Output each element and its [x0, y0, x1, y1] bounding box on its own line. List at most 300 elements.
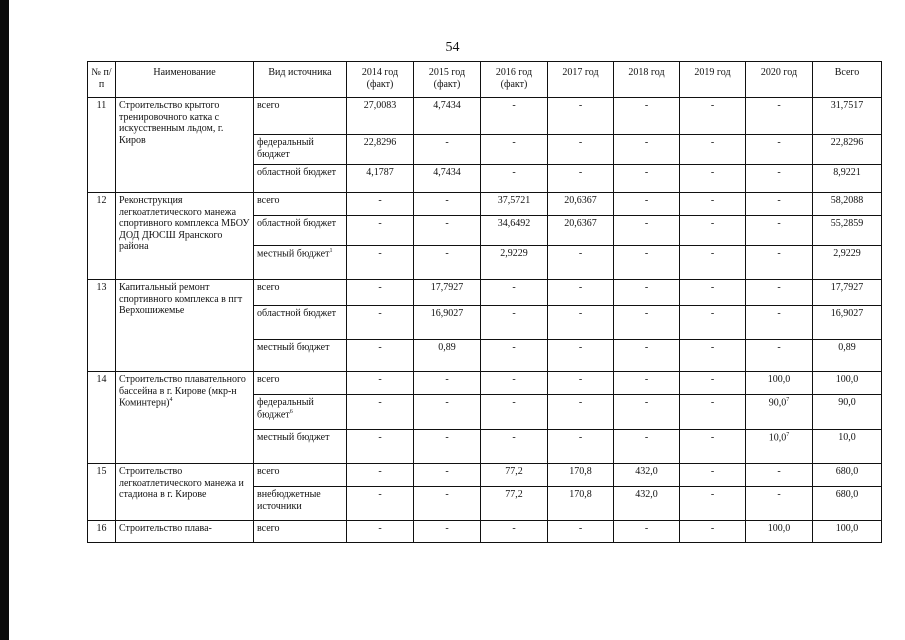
year-value: [414, 372, 481, 395]
object-name-text: Строительство легкоатлетического манежа и стадиона в г. Кирове: [119, 466, 244, 500]
budget-table: [87, 61, 882, 543]
object-name: [116, 98, 254, 193]
year-value: [680, 135, 746, 165]
funding-source: [254, 521, 347, 543]
cell-value: -: [777, 195, 781, 206]
total-value: [813, 521, 882, 543]
year-value: [414, 193, 481, 216]
cell-value: -: [644, 397, 649, 408]
year-value: [680, 98, 746, 135]
year-value: [481, 487, 548, 521]
cell-value: -: [445, 248, 449, 259]
cell-value: -: [512, 167, 516, 178]
year-value: [481, 98, 548, 135]
year-value: [746, 193, 813, 216]
year-value: [347, 98, 414, 135]
column-header: 2015 год (факт): [414, 62, 481, 98]
row-number: 16: [88, 521, 116, 543]
table-row: [88, 280, 882, 306]
cell-value: 432,0: [635, 489, 658, 500]
funding-source: [254, 98, 347, 135]
cell-value: -: [578, 432, 583, 443]
cell-value: -: [445, 218, 449, 229]
year-value: [347, 280, 414, 306]
year-value: [746, 464, 813, 487]
cell-value: -: [777, 282, 781, 293]
cell-value: 170,8: [569, 466, 592, 477]
total-value: [813, 246, 882, 280]
cell-value: -: [710, 308, 715, 319]
cell-value: -: [644, 137, 649, 148]
cell-value: -: [644, 218, 649, 229]
cell-value: -: [710, 167, 715, 178]
total-value: [813, 165, 882, 193]
funding-source: [254, 464, 347, 487]
year-value: [614, 340, 680, 372]
year-value: [746, 280, 813, 306]
cell-value: 0,89: [838, 342, 856, 353]
year-value: [414, 216, 481, 246]
page-number: 54: [445, 40, 460, 55]
cell-value: 20,6367: [564, 218, 597, 229]
object-name: [116, 464, 254, 521]
cell-value: -: [445, 432, 449, 443]
year-value: [548, 395, 614, 430]
year-value: [481, 165, 548, 193]
cell-value: -: [777, 342, 781, 353]
funding-source: [254, 395, 347, 430]
row-number: 15: [88, 464, 116, 521]
cell-value: -: [710, 523, 715, 534]
cell-value: -: [578, 100, 583, 111]
cell-value: -: [578, 308, 583, 319]
table-body: [88, 98, 882, 543]
column-header: Всего: [813, 62, 882, 98]
cell-value: 16,9027: [830, 308, 864, 319]
cell-value: -: [710, 432, 715, 443]
year-value: [746, 246, 813, 280]
cell-value: -: [578, 137, 583, 148]
year-value: [548, 430, 614, 464]
year-value: [347, 135, 414, 165]
year-value: [746, 395, 813, 430]
year-value: [414, 340, 481, 372]
year-value: [746, 165, 813, 193]
year-value: [746, 216, 813, 246]
year-value: [548, 193, 614, 216]
cell-value: -: [512, 374, 516, 385]
cell-value: -: [512, 397, 516, 408]
year-value: [347, 430, 414, 464]
year-value: [548, 487, 614, 521]
year-value: [481, 193, 548, 216]
cell-value: -: [644, 374, 649, 385]
funding-source-text: областной бюджет: [257, 218, 337, 229]
cell-value: -: [578, 282, 583, 293]
year-value: [414, 306, 481, 340]
cell-value: -: [512, 100, 516, 111]
column-header: 2014 год (факт): [347, 62, 414, 98]
year-value: [347, 340, 414, 372]
year-value: [414, 98, 481, 135]
cell-value: -: [445, 466, 449, 477]
year-value: [614, 487, 680, 521]
cell-value: 27,0083: [363, 100, 397, 111]
cell-value: -: [644, 523, 649, 534]
footnote-mark: 1: [329, 248, 333, 254]
cell-value: -: [378, 342, 382, 353]
cell-value: -: [644, 308, 649, 319]
cell-value: 20,6367: [564, 195, 597, 206]
scan-left-edge: [0, 0, 9, 640]
cell-value: -: [378, 489, 382, 500]
cell-value: -: [578, 167, 583, 178]
cell-value: -: [777, 466, 781, 477]
cell-value: -: [710, 218, 715, 229]
row-number: 13: [88, 280, 116, 372]
column-header: 2020 год: [746, 62, 813, 98]
year-value: [347, 372, 414, 395]
cell-value: -: [644, 432, 649, 443]
year-value: [548, 306, 614, 340]
object-name-text: Строительство плавательного бассейна в г. Кирове (мкр-н Коминтерн): [119, 374, 246, 409]
year-value: [548, 246, 614, 280]
cell-value: -: [777, 167, 781, 178]
funding-source-text: внебюджетные источники: [257, 489, 321, 512]
year-value: [680, 306, 746, 340]
funding-source: [254, 372, 347, 395]
cell-value: -: [777, 308, 781, 319]
year-value: [481, 521, 548, 543]
cell-value: 4,7434: [433, 100, 461, 111]
total-value: [813, 98, 882, 135]
cell-value: 90,0: [768, 397, 787, 409]
object-name-text: Строительство крытого тренировочного катка с искусственным льдом, г. Киров: [119, 100, 224, 146]
year-value: [680, 395, 746, 430]
year-value: [746, 430, 813, 464]
cell-value: 170,8: [569, 489, 592, 500]
cell-value: 432,0: [635, 466, 658, 477]
header-row: [88, 62, 882, 98]
year-value: [746, 306, 813, 340]
cell-value: -: [512, 342, 516, 353]
object-name: [116, 193, 254, 280]
total-value: [813, 372, 882, 395]
funding-source-text: местный бюджет: [257, 432, 330, 443]
funding-source: [254, 280, 347, 306]
cell-value: -: [710, 282, 715, 293]
cell-value: 4,7434: [433, 167, 461, 178]
cell-value: -: [578, 248, 583, 259]
cell-value: 17,7927: [830, 282, 864, 293]
footnote-mark: 7: [786, 397, 790, 403]
cell-value: -: [445, 489, 449, 500]
cell-value: -: [378, 308, 382, 319]
column-header: 2018 год: [614, 62, 680, 98]
year-value: [481, 464, 548, 487]
cell-value: -: [378, 282, 382, 293]
cell-value: 680,0: [835, 466, 859, 477]
cell-value: -: [378, 374, 382, 385]
cell-value: -: [378, 466, 382, 477]
cell-value: 680,0: [835, 489, 859, 500]
year-value: [347, 246, 414, 280]
year-value: [548, 464, 614, 487]
footnote-mark: 4: [169, 397, 173, 403]
cell-value: -: [445, 523, 449, 534]
cell-value: -: [710, 466, 715, 477]
funding-source: [254, 135, 347, 165]
year-value: [414, 464, 481, 487]
cell-value: -: [644, 342, 649, 353]
cell-value: 2,9229: [500, 248, 528, 259]
year-value: [347, 216, 414, 246]
year-value: [614, 135, 680, 165]
year-value: [746, 135, 813, 165]
total-value: [813, 216, 882, 246]
year-value: [680, 464, 746, 487]
total-value: [813, 135, 882, 165]
total-value: [813, 193, 882, 216]
year-value: [548, 135, 614, 165]
year-value: [680, 340, 746, 372]
total-value: [813, 280, 882, 306]
cell-value: 100,0: [767, 374, 791, 385]
cell-value: -: [512, 523, 516, 534]
funding-source: [254, 430, 347, 464]
cell-value: 22,8296: [363, 137, 397, 148]
year-value: [414, 395, 481, 430]
cell-value: -: [512, 432, 516, 443]
year-value: [746, 487, 813, 521]
year-value: [481, 135, 548, 165]
year-value: [481, 395, 548, 430]
cell-value: -: [710, 374, 715, 385]
year-value: [481, 306, 548, 340]
cell-value: 58,2088: [830, 195, 864, 206]
funding-source-text: областной бюджет: [257, 167, 337, 178]
cell-value: 77,2: [505, 466, 523, 477]
cell-value: -: [710, 342, 715, 353]
cell-value: -: [378, 195, 382, 206]
row-number: 11: [88, 98, 116, 193]
cell-value: -: [378, 218, 382, 229]
cell-value: 31,7517: [830, 100, 864, 111]
total-value: [813, 487, 882, 521]
year-value: [414, 165, 481, 193]
year-value: [548, 340, 614, 372]
cell-value: -: [578, 523, 583, 534]
year-value: [614, 165, 680, 193]
cell-value: 0,89: [438, 342, 456, 353]
funding-source-text: областной бюджет: [257, 308, 337, 319]
cell-value: -: [710, 248, 715, 259]
cell-value: -: [710, 489, 715, 500]
cell-value: -: [578, 374, 583, 385]
object-name-text: Реконструкция легкоатлетического манежа спортивного комплекса МБОУ ДОД ДЮСШ Яранского района: [119, 195, 250, 252]
year-value: [746, 98, 813, 135]
year-value: [414, 280, 481, 306]
total-value: [813, 340, 882, 372]
year-value: [680, 372, 746, 395]
row-number: 14: [88, 372, 116, 464]
column-header: Вид источника: [254, 62, 347, 98]
total-value: [813, 464, 882, 487]
year-value: [414, 430, 481, 464]
funding-source: [254, 165, 347, 193]
total-value: [813, 395, 882, 430]
cell-value: 10,0: [838, 432, 856, 443]
cell-value: -: [445, 195, 449, 206]
column-header: Наименование: [116, 62, 254, 98]
object-name: [116, 280, 254, 372]
year-value: [680, 487, 746, 521]
table-row: [88, 372, 882, 395]
funding-source-text: всего: [257, 100, 280, 111]
funding-source-text: федеральный бюджет: [257, 397, 314, 420]
cell-value: -: [378, 523, 382, 534]
cell-value: -: [777, 248, 781, 259]
year-value: [680, 521, 746, 543]
column-header: 2016 год (факт): [481, 62, 548, 98]
funding-source: [254, 193, 347, 216]
table-row: [88, 98, 882, 135]
column-header: 2017 год: [548, 62, 614, 98]
cell-value: 100,0: [835, 523, 859, 534]
year-value: [614, 430, 680, 464]
funding-source-text: всего: [257, 374, 280, 385]
year-value: [680, 193, 746, 216]
cell-value: -: [644, 167, 649, 178]
cell-value: 8,9221: [833, 167, 861, 178]
year-value: [680, 216, 746, 246]
table-row: [88, 464, 882, 487]
year-value: [481, 246, 548, 280]
year-value: [481, 340, 548, 372]
footnote-mark: 7: [786, 432, 790, 438]
cell-value: -: [378, 432, 382, 443]
cell-value: -: [512, 282, 516, 293]
year-value: [548, 216, 614, 246]
year-value: [614, 246, 680, 280]
funding-source-text: всего: [257, 282, 280, 293]
cell-value: -: [445, 137, 449, 148]
cell-value: -: [710, 100, 715, 111]
cell-value: -: [445, 397, 449, 408]
funding-source: [254, 246, 347, 280]
cell-value: -: [710, 397, 715, 408]
cell-value: -: [710, 137, 715, 148]
object-name-text: Капитальный ремонт спортивного комплекса в пгт Верхошижемье: [119, 282, 243, 316]
cell-value: 10,0: [768, 432, 787, 444]
funding-source: [254, 487, 347, 521]
cell-value: -: [378, 397, 382, 408]
year-value: [614, 216, 680, 246]
year-value: [680, 165, 746, 193]
year-value: [680, 246, 746, 280]
row-number: 12: [88, 193, 116, 280]
funding-source-text: всего: [257, 523, 280, 534]
year-value: [414, 246, 481, 280]
year-value: [746, 521, 813, 543]
cell-value: 4,1787: [366, 167, 394, 178]
cell-value: -: [777, 489, 781, 500]
total-value: [813, 306, 882, 340]
funding-source-text: местный бюджет: [257, 342, 330, 353]
cell-value: -: [644, 248, 649, 259]
funding-source-text: федеральный бюджет: [257, 137, 314, 160]
object-name: [116, 372, 254, 464]
cell-value: -: [710, 195, 715, 206]
cell-value: 77,2: [505, 489, 523, 500]
cell-value: 37,5721: [497, 195, 531, 206]
total-value: [813, 430, 882, 464]
cell-value: -: [777, 137, 781, 148]
year-value: [548, 280, 614, 306]
funding-source-text: местный бюджет: [257, 248, 330, 260]
cell-value: 55,2859: [830, 218, 864, 229]
table-row: [88, 193, 882, 216]
year-value: [614, 395, 680, 430]
year-value: [414, 521, 481, 543]
year-value: [548, 372, 614, 395]
year-value: [414, 487, 481, 521]
year-value: [614, 464, 680, 487]
year-value: [548, 521, 614, 543]
cell-value: 100,0: [767, 523, 791, 534]
cell-value: -: [644, 195, 649, 206]
cell-value: -: [777, 100, 781, 111]
cell-value: 16,9027: [430, 308, 464, 319]
funding-source: [254, 306, 347, 340]
object-name: [116, 521, 254, 543]
column-header: 2019 год: [680, 62, 746, 98]
cell-value: -: [512, 308, 516, 319]
cell-value: -: [378, 248, 382, 259]
cell-value: 22,8296: [830, 137, 864, 148]
year-value: [614, 306, 680, 340]
year-value: [548, 165, 614, 193]
cell-value: 90,0: [838, 397, 856, 408]
cell-value: 2,9229: [833, 248, 861, 259]
year-value: [347, 165, 414, 193]
cell-value: 34,6492: [497, 218, 531, 229]
funding-source: [254, 340, 347, 372]
year-value: [347, 395, 414, 430]
cell-value: -: [777, 218, 781, 229]
year-value: [680, 280, 746, 306]
cell-value: -: [644, 100, 649, 111]
cell-value: -: [578, 342, 583, 353]
year-value: [614, 372, 680, 395]
funding-source-text: всего: [257, 466, 280, 477]
year-value: [680, 430, 746, 464]
year-value: [746, 372, 813, 395]
funding-source-text: всего: [257, 195, 280, 206]
year-value: [746, 340, 813, 372]
year-value: [347, 464, 414, 487]
year-value: [414, 135, 481, 165]
year-value: [347, 487, 414, 521]
year-value: [548, 98, 614, 135]
cell-value: -: [578, 397, 583, 408]
object-name-text: Строительство плава-: [119, 523, 212, 534]
year-value: [481, 280, 548, 306]
year-value: [614, 521, 680, 543]
column-header: № п/п: [88, 62, 116, 98]
footnote-mark: 6: [289, 408, 293, 415]
year-value: [481, 372, 548, 395]
